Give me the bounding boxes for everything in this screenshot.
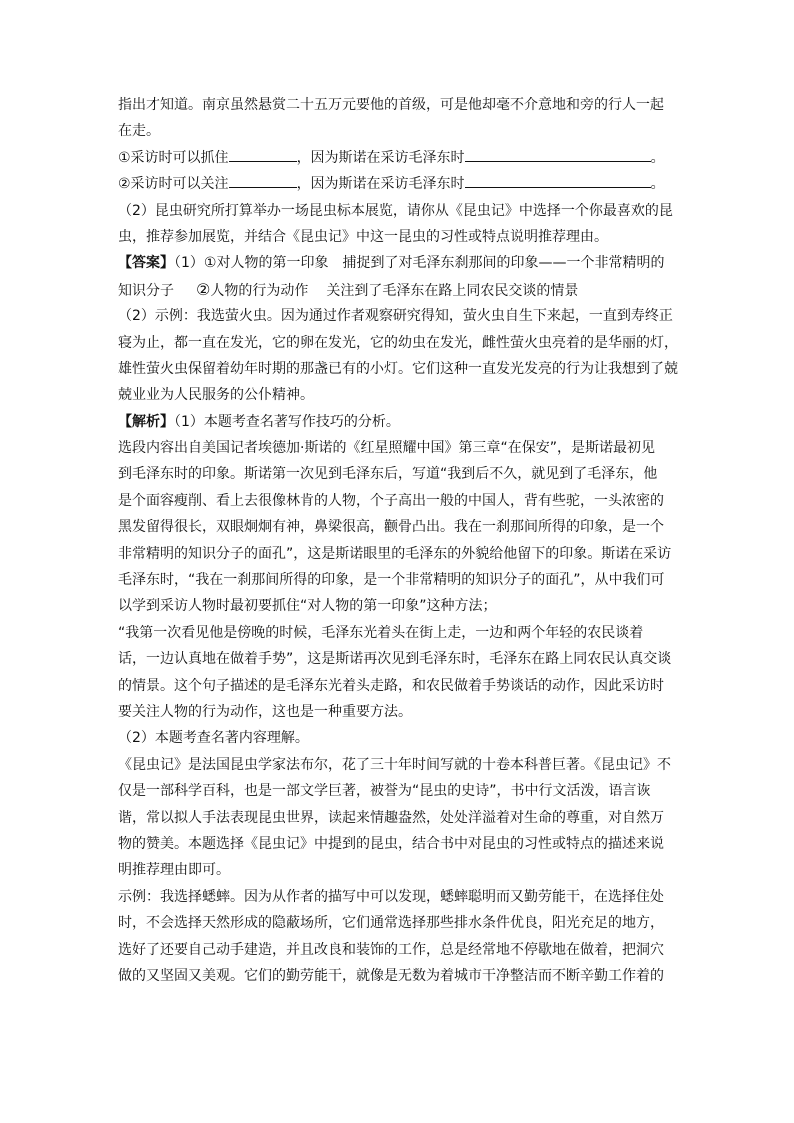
- document-page: [118, 92, 678, 989]
- analysis-line: 《昆虫记》是法国昆虫学家法布尔，花了三十年时间写就的十卷本科普巨著。《昆虫记》不: [118, 756, 671, 773]
- question-2-line: [118, 171, 678, 197]
- q2-blank-1: [229, 173, 297, 188]
- analysis-line: 以学到采访人物时最初要抓住“对人物的第一印象”这种方法；: [118, 598, 497, 615]
- analysis-line: 话，一边认真地在做着手势”，这是斯诺再次见到毛泽东时，毛泽东在路上同农民认真交谈: [118, 651, 672, 668]
- q1-blank-1: [229, 147, 297, 162]
- analysis-line: 仅是一部科学百科，也是一部文学巨著，被誉为“昆虫的史诗”，书中行文活泼，语言诙: [118, 783, 651, 800]
- q1-suffix: 。: [650, 149, 665, 166]
- answer-text: 关注到了毛泽东在路上同农民交谈的情景: [326, 282, 579, 299]
- answer-line: （2）示例：我选萤火虫。因为通过作者观察研究得知，萤火虫自生下来起，一直到寿终正: [118, 308, 673, 325]
- analysis-line: 非常精明的知识分子的面孔”，这是斯诺眼里的毛泽东的外貌给他留下的印象。斯诺在采访: [118, 545, 672, 562]
- answer-line: 雄性萤火虫保留着幼年时期的那盏已有的小灯。它们这种一直发光发亮的行为让我想到了兢: [118, 360, 678, 377]
- answer-line: 兢业业为人民服务的公仆精神。: [118, 387, 314, 404]
- analysis-label: 【解析】: [118, 413, 174, 430]
- analysis-line: 的情景。这个句子描述的是毛泽东光着头走路，和农民做着手势谈话的动作，因此采访时: [118, 677, 664, 694]
- text-line: 指出才知道。南京虽然悬赏二十五万元要他的首级，可是他却毫不介意地和旁的行人一起: [118, 97, 664, 113]
- answer-line: [118, 250, 678, 276]
- analysis-line: [118, 409, 678, 435]
- answer-text: （1）①对人物的第一印象 捕捉到了对毛泽东刹那间的印象——一个非常精明的: [174, 255, 665, 272]
- analysis-line: 物的赞美。本题选择《昆虫记》中提到的昆虫，结合书中对昆虫的习性或特点的描述来说: [118, 835, 664, 852]
- analysis-line: 黑发留得很长，双眼炯炯有神，鼻梁很高，颧骨凸出。我在一刹那间所得的印象，是一个: [118, 519, 664, 536]
- answer-line: 寝为止，都一直在发光，它的卵在发光，它的幼虫在发光，雌性萤火虫亮着的是华丽的灯，: [118, 334, 678, 351]
- q2-blank-2: [465, 173, 651, 188]
- analysis-line: 选好了还要自己动手建造，并且改良和装饰的工作，总是经常地不停歇地在做着，把洞穴: [118, 941, 664, 958]
- q1-middle: ，因为斯诺在采访毛泽东时: [296, 149, 465, 166]
- analysis-line: 要关注人物的行为动作，这也是一种重要方法。: [118, 703, 412, 720]
- q2-prefix: ②采访时可以关注: [118, 176, 229, 193]
- analysis-line: （2）本题考查名著内容理解。: [118, 730, 309, 747]
- analysis-line: 到毛泽东时的印象。斯诺第一次见到毛泽东后，写道“我到后不久，就见到了毛泽东，他: [118, 466, 658, 483]
- analysis-line: “我第一次看见他是傍晚的时候，毛泽东光着头在街上走，一边和两个年轻的农民谈着: [118, 624, 644, 641]
- text-line: （2）昆虫研究所打算举办一场昆虫标本展览，请你从《昆虫记》中选择一个你最喜欢的昆: [118, 202, 673, 219]
- analysis-line: 谐，常以拟人手法表现昆虫世界，读起来情趣盎然，处处洋溢着对生命的尊重，对自然万: [118, 809, 664, 826]
- text-line: 在走。: [118, 123, 160, 140]
- analysis-line: 是个面容瘦削、看上去很像林肯的人物，个子高出一般的中国人，背有些驼，一头浓密的: [118, 492, 664, 509]
- analysis-line: 明推荐理由即可。: [118, 862, 230, 879]
- analysis-line: 做的又坚固又美观。它们的勤劳能干，就像是无数为着城市干净整洁而不断辛勤工作着的: [118, 967, 664, 984]
- q1-prefix: ①采访时可以抓住: [118, 149, 229, 166]
- analysis-text: （1）本题考查名著写作技巧的分析。: [174, 413, 400, 430]
- q1-blank-2: [465, 147, 651, 162]
- answer-label: 【答案】: [118, 255, 174, 272]
- analysis-line: 示例：我选择蟋蟀。因为从作者的描写中可以发现，蟋蟀聪明而又勤劳能干，在选择住处: [118, 888, 664, 905]
- q2-middle: ，因为斯诺在采访毛泽东时: [296, 176, 465, 193]
- analysis-line: 选段内容出自美国记者埃德加·斯诺的《红星照耀中国》第三章“在保安”，是斯诺最初见: [118, 440, 655, 457]
- circled-number: ②: [196, 279, 211, 299]
- answer-line: [118, 277, 678, 303]
- answer-text: 人物的行为动作: [210, 282, 309, 299]
- answer-text: 知识分子: [118, 282, 174, 299]
- analysis-line: 时，不会选择天然形成的隐蔽场所，它们通常选择那些排水条件优良，阳光充足的地方，: [118, 915, 664, 932]
- q2-suffix: 。: [650, 176, 665, 193]
- analysis-line: 毛泽东时，“我在一刹那间所得的印象，是一个非常精明的知识分子的面孔”，从中我们可: [118, 572, 665, 589]
- text-line: 虫，推荐参加展览，并结合《昆虫记》中这一昆虫的习性或特点说明推荐理由。: [118, 228, 608, 245]
- question-1-line: [118, 145, 678, 171]
